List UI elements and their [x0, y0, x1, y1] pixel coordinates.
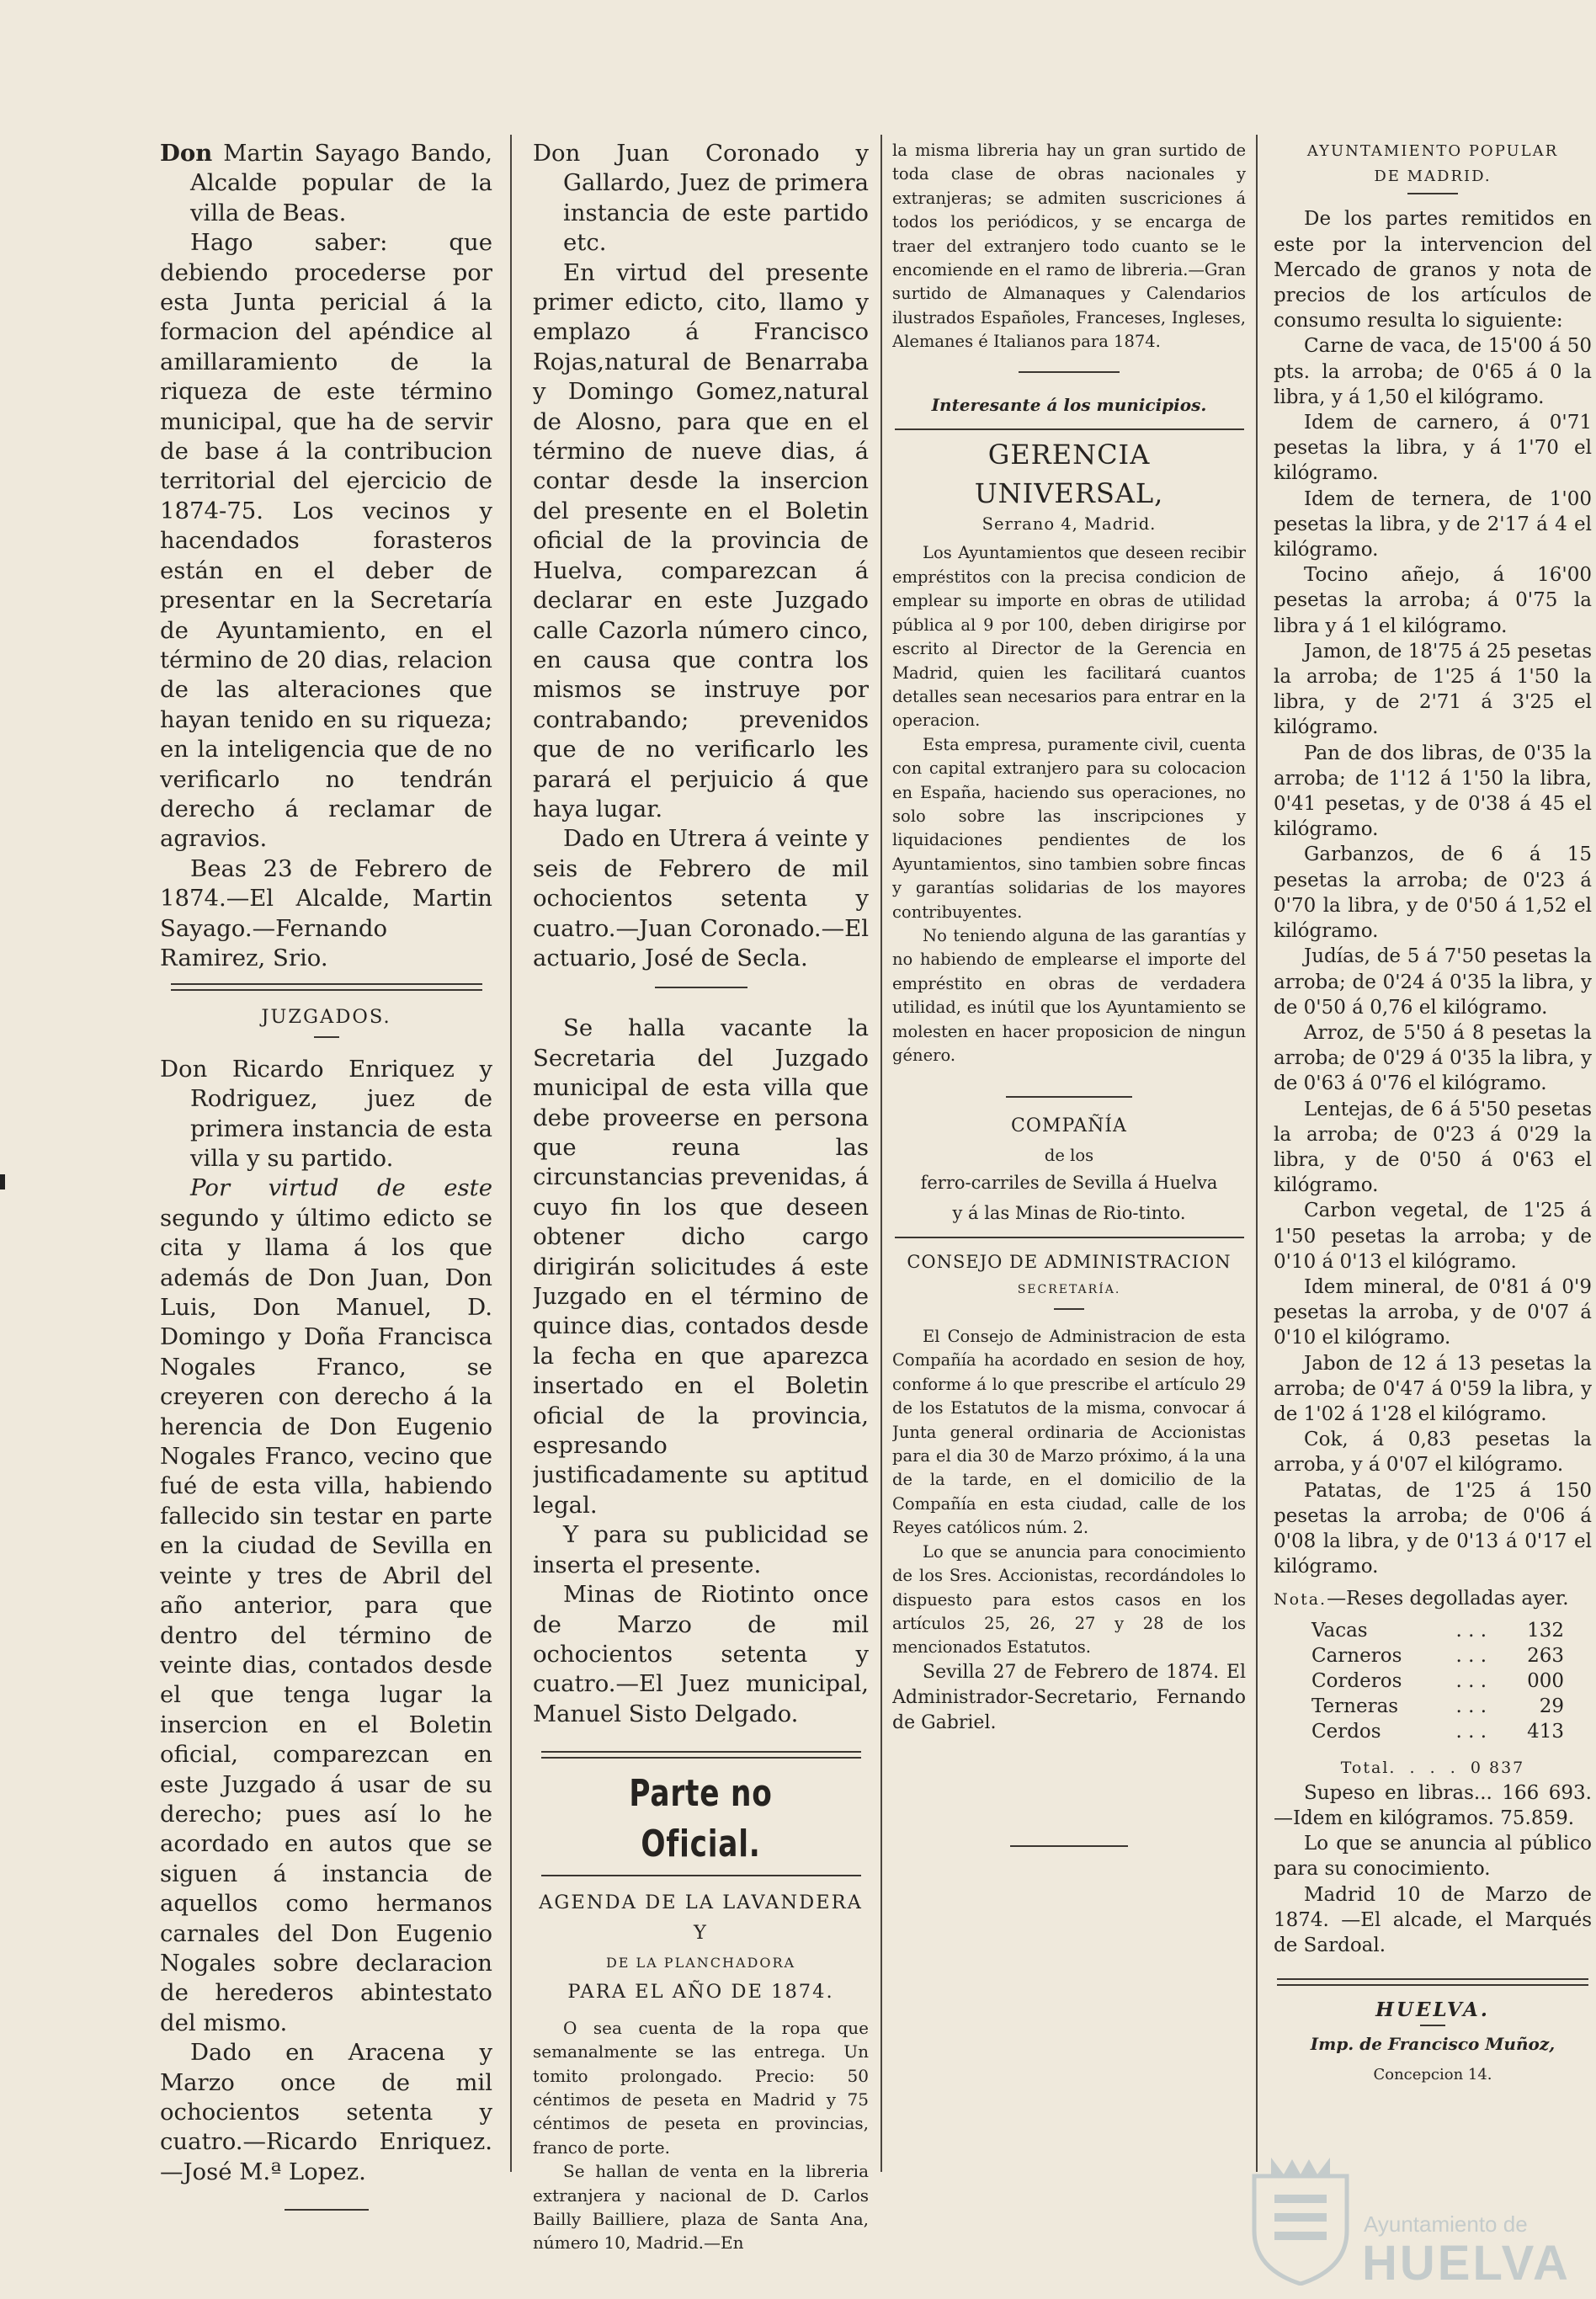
edicto-beas-title: Alcalde popular de la villa de Beas.	[190, 169, 492, 226]
cattle-row	[1311, 1668, 1564, 1694]
end-rule	[1010, 1845, 1128, 1847]
price-list	[1274, 333, 1592, 1579]
imprint-printer: Imp. de Francisco Muñoz,	[1310, 2034, 1556, 2055]
cattle-leader-dots: . . .	[1455, 1644, 1487, 1667]
edicto-utrera-body: En virtud del presente primer edicto, cito, llamo y emplazo á Francisco Rojas,natural de Benarraba y Domingo Gomez,natural de Alosno, para que en el término de nueve dias, á contar desde la insercion del presente en el Boletin oficial de la provincia de Huelva, comparezcan á declarar en este Juzgado calle Cazorla número cinco, en causa que contra los mismos se instruye por contrabando; prevenidos que de no verificarlo les parará el perjuicio á que haya lugar.	[533, 258, 869, 822]
price-entry: Carne de vaca, de 15'00 á 50 pts. la arroba; de 0'65 á 0 la libra, y á 1,50 el kilógramo.	[1274, 335, 1592, 408]
heading-dash	[1420, 2025, 1445, 2026]
cattle-leader-dots: . . .	[1455, 1695, 1487, 1718]
compania-de: de los	[1044, 1145, 1094, 1165]
consejo-body-2: Lo que se anuncia para conocimiento de los Sres. Accionistas, recordándoles lo dispuesto para estos casos en los artículos 25, 26, 27 y 28 de los mencionados Estatutos.	[892, 1541, 1246, 1658]
section-rule	[1277, 1978, 1588, 1986]
total-label: Total.	[1340, 1758, 1396, 1777]
price-entry: Arroz, de 5'50 á 8 pesetas la arroba; de 0'29 á 0'35 la libra, y de 0'63 á 0'76 el kilógramo.	[1274, 1021, 1592, 1095]
cattle-name: Terneras	[1311, 1695, 1399, 1718]
price-entry: Idem de carnero, á 0'71 pesetas la libra, y á 1'70 el kilógramo.	[1274, 412, 1592, 485]
price-entry: Carbon vegetal, de 1'25 á 1'50 pesetas la arroba; y de 0'10 á 0'13 el kilógramo.	[1274, 1200, 1592, 1273]
consejo-closing: Sevilla 27 de Febrero de 1874. El Administrador-Secretario, Fernando de Gabriel.	[892, 1661, 1246, 1733]
cattle-value: 29	[1539, 1695, 1564, 1718]
anuncio: Lo que se anuncia al público para su conocimiento.	[1274, 1833, 1592, 1881]
ayuntamiento-closing: Madrid 10 de Marzo de 1874. —El alcade, el Marqués de Sardoal.	[1274, 1883, 1592, 1957]
section-rule	[171, 983, 482, 991]
agenda-subtitle: DE LA PLANCHADORA	[605, 1954, 796, 1971]
edicto-aracena-closing: Dado en Aracena y Marzo once de mil ochocientos setenta y cuatro.—Ricardo Enriquez.—José M.ª Lopez.	[160, 2039, 492, 2185]
gerencia-paragraph-3: No teniendo alguna de las garantías y no habiendo de emplearse el importe del empréstito en obras de verdadera utilidad, es inútil que los Ayuntamiento se molesten en hacer proposicion de ningun género.	[892, 925, 1246, 1065]
column-1	[160, 139, 492, 2219]
cattle-leader-dots: . . .	[1455, 1669, 1487, 1692]
nota-label: Nota.	[1274, 1590, 1327, 1610]
consejo-heading: CONSEJO DE ADMINISTRACION	[907, 1252, 1232, 1273]
libreria-continuation: la misma libreria hay un gran surtido de toda clase de obras nacionales y extranjeras; se admiten suscriciones á todos los periódicos, y se encarga de traer del extranjero todo cuanto se le encomiende en el ramo de libreria.—Gran surtido de Almanaques y Calendarios ilustrados Españoles, Franceses, Ingleses, Alemanes é Italianos para 1874.	[892, 141, 1246, 352]
city-shield-icon	[1246, 2151, 1355, 2286]
compania-title: COMPAÑÍA	[1011, 1115, 1127, 1137]
vacante-closing: Minas de Riotinto once de Marzo de mil ochocientos setenta y cuatro.—El Juez municipal, Manuel Sisto Delgado.	[533, 1581, 869, 1727]
watermark-line-2: HUELVA	[1362, 2236, 1571, 2291]
agenda-title: AGENDA DE LA LAVANDERA Y	[539, 1892, 863, 1944]
gerencia-address: Serrano 4, Madrid.	[982, 514, 1157, 535]
column-rule-3	[1256, 135, 1258, 2172]
section-rule	[895, 1237, 1244, 1238]
end-rule	[285, 2209, 369, 2211]
price-entry: Lentejas, de 6 á 5'50 pesetas la arroba; de 0'23 á 0'29 la libra, y de 0'50 á 0'63 el kilógramo.	[1274, 1098, 1592, 1197]
cattle-value: 413	[1527, 1721, 1564, 1743]
ayuntamiento-intro: De los partes remitidos en este por la intervencion del Mercado de granos y nota de precios de los artículos de consumo resulta lo siguiente:	[1274, 208, 1592, 333]
edicto-beas-body: Hago saber: que debiendo procederse por esta Junta pericial á la formacion del apéndice al amillaramiento de la riqueza de este término municipal, que ha de servir de base á la contribucion territorial del ejercicio de 1874-75. Los vecinos y hacendados forasteros están en el deber de presentar en la Secretaría de Ayuntamiento, en el término de 20 dias, relacion de las alteraciones que hayan tenido en su riqueza; en la inteligencia que de no verificarlo no tendrán derecho á reclamar de agravios.	[160, 229, 492, 853]
column-4	[1274, 139, 1592, 2088]
section-rule	[1006, 1096, 1132, 1098]
vacante-body: Se halla vacante la Secretaria del Juzgado municipal de esta villa que debe proveerse en persona que reuna las circunstancias prevenidas, á cuyo fin los que deseen obtener dicho cargo dirigirán solicitudes á este Juzgado en el término de quince dias, contados desde la fecha en que aparezca insertado en el Boletin oficial de la provincia, espresando justificadamente su aptitud legal.	[533, 1014, 869, 1519]
total-value: 0 837	[1470, 1758, 1525, 1777]
consejo-body: El Consejo de Administracion de esta Compañía ha acordado en sesion de hoy, conforme á lo que prescribe el artículo 29 de los Estatutos de la misma, convocar á Junta general ordinaria de Accionistas para el dia 30 de Marzo próximo, á la una de la tarde, en el domicilio de la Compañía en esta ciudad, calle de los Reyes católicos núm. 2.	[892, 1327, 1246, 1538]
column-3	[892, 139, 1246, 1855]
total-line: Total. . . . 0 837	[1340, 1758, 1525, 1777]
cattle-row	[1311, 1618, 1564, 1643]
heading-dash	[1054, 1308, 1084, 1310]
cattle-leader-dots: . . .	[1455, 1721, 1487, 1743]
cattle-row	[1311, 1643, 1564, 1668]
cattle-name: Corderos	[1311, 1669, 1402, 1692]
secretaria-heading: SECRETARÍA.	[1017, 1282, 1121, 1296]
price-entry: Tocino añejo, á 16'00 pesetas la arroba; á 0'75 la libra y á 1 el kilógramo.	[1274, 564, 1592, 637]
edicto-aracena-body-wrap	[160, 1173, 492, 2038]
parte-no-oficial-heading: Parte no Oficial.	[629, 1772, 773, 1866]
compania-line-2: y á las Minas de Rio-tinto.	[952, 1203, 1186, 1224]
cattle-value: 263	[1527, 1644, 1564, 1667]
edicto-beas-closing: Beas 23 de Febrero de 1874.—El Alcalde, Martin Sayago.—Fernando Ramirez, Srio.	[160, 854, 492, 971]
gerencia-paragraph-2: Esta empresa, puramente civil, cuenta con capital extranjero para su colocacion en España, haciendo sus operaciones, no solo sobre las inscripciones y liquidaciones pendientes de los Ayuntamientos, sino tambien sobre fincas y garantías solidarias de los mayores contribuyentes.	[892, 734, 1246, 922]
agenda-year: PARA EL AÑO DE 1874.	[567, 1981, 834, 2004]
heading-dash	[314, 1036, 339, 1038]
price-entry: Idem mineral, de 0'81 á 0'9 pesetas la arroba, y de 0'07 á 0'10 el kilógramo.	[1274, 1275, 1592, 1349]
cattle-row	[1311, 1719, 1564, 1744]
huelva-watermark	[1246, 2151, 1591, 2294]
cattle-leader-dots: . . .	[1455, 1619, 1487, 1642]
price-entry: Judías, de 5 á 7'50 pesetas la arroba; de 0'24 á 0'35 la libra, y de 0'50 á 0,76 el kilógramo.	[1274, 945, 1592, 1019]
price-entry: Jabon de 12 á 13 pesetas la arroba; de 0'47 á 0'59 la libra, y de 1'02 á 1'28 el kilógramo.	[1274, 1352, 1592, 1425]
cattle-value: 132	[1527, 1619, 1564, 1642]
section-rule	[655, 987, 747, 988]
ayuntamiento-subtitle: DE MADRID.	[1374, 168, 1492, 186]
price-entry: Idem de ternera, de 1'00 pesetas la libra, y de 2'17 á 4 el kilógramo.	[1274, 487, 1592, 561]
edicto-aracena-body: segundo y último edicto se cita y llama á los que además de Don Juan, Don Luis, Don Manuel, D. Domingo y Doña Francisca Nogales Franco, se creyeren con derecho á la herencia de Don Eugenio Nogales Franco, vecino que fué de esta villa, habiendo fallecido sin testar en parte en la ciudad de Sevilla en veinte y tres de Abril del año anterior, para que dentro del término de veinte dias, contados desde el que tenga lugar la insercion en el Boletin oficial, comparezcan en este Juzgado á usar de su derecho; pues así lo he acordado en autos que se siguen á instancia de aquellos como hermanos carnales del Don Eugenio Nogales sobre declaracion de herederos abintestato del mismo.	[160, 1204, 492, 2036]
agenda-body: O sea cuenta de la ropa que semanalmente se las entrega. Un tomito prolongado. Precio: 50 céntimos de peseta en Madrid y 75 céntimos de peseta en provincias, franco de porte.	[533, 2017, 869, 2158]
interesante-heading: Interesante á los municipios.	[931, 394, 1207, 415]
cattle-table	[1311, 1618, 1564, 1745]
section-rule	[895, 428, 1244, 430]
vacante-publicidad: Y para su publicidad se inserta el presente.	[533, 1521, 869, 1578]
imprint-address: Concepcion 14.	[1373, 2065, 1492, 2083]
watermark-line-1: Ayuntamiento de	[1364, 2211, 1528, 2237]
price-entry: Garbanzos, de 6 á 15 pesetas la arroba; de 0'23 á 0'70 la libra, y de 0'50 á 1,52 el kilógramo.	[1274, 843, 1592, 943]
heading-dash	[1407, 193, 1458, 194]
edicto-utrera-closing: Dado en Utrera á veinte y seis de Febrero de mil ochocientos setenta y cuatro.—Juan Coronado.—El actuario, José de Secla.	[533, 825, 869, 971]
column-rule-1	[510, 135, 512, 2172]
edicto-beas-lead: Don	[160, 140, 213, 167]
price-entry: Patatas, de 1'25 á 150 pesetas la arroba; de 0'06 á 0'08 la libra, y de 0'13 á 0'17 el kilógramo.	[1274, 1479, 1592, 1578]
gerencia-paragraph-1: Los Ayuntamientos que deseen recibir empréstitos con la precisa condicion de emplear su importe en obras de utilidad pública al 9 por 100, deben dirigirse por escrito al Director de la Gerencia en Madrid, quien les facilitará cuantos detalles sean necesarios para entrar en la operacion.	[892, 543, 1246, 731]
cattle-name: Carneros	[1311, 1644, 1402, 1667]
cattle-name: Cerdos	[1311, 1721, 1381, 1743]
ayuntamiento-title: AYUNTAMIENTO POPULAR	[1306, 142, 1559, 160]
gerencia-title: GERENCIA UNIVERSAL,	[974, 439, 1164, 510]
compania-line-1: ferro-carriles de Sevilla á Huelva	[920, 1173, 1218, 1194]
section-rule	[541, 1875, 861, 1876]
price-entry: Cok, á 0,83 pesetas la arroba, y á 0'07 el kilógramo.	[1274, 1429, 1592, 1477]
edicto-utrera-intro: Don Juan Coronado y Gallardo, Juez de primera instancia de este partido etc.	[533, 140, 869, 257]
edicto-beas-header	[160, 139, 492, 228]
supeso: Supeso en libras... 166 693.—Idem en kilógramos. 75.859.	[1274, 1781, 1592, 1829]
page-edge-mark	[0, 1174, 5, 1189]
nota-line	[1274, 1586, 1592, 1612]
nota-text: —Reses degolladas ayer.	[1327, 1588, 1569, 1610]
edicto-aracena-lead: Por virtud de este	[190, 1174, 492, 1202]
column-rule-2	[880, 135, 882, 2172]
price-entry: Pan de dos libras, de 0'35 la arroba; de 1'12 á 1'50 la libra, 0'41 pesetas, y de 0'38 á 45 el kilógramo.	[1274, 742, 1592, 841]
imprint-city: HUELVA.	[1375, 1998, 1490, 2022]
price-entry: Jamon, de 18'75 á 25 pesetas la arroba; de 1'25 á 1'50 la libra, y de 2'71 á 3'25 el kilógramo.	[1274, 640, 1592, 739]
juzgados-heading: JUZGADOS.	[261, 1006, 391, 1029]
cattle-value: 000	[1527, 1669, 1564, 1692]
agenda-venta: Se hallan de venta en la libreria extranjera y nacional de D. Carlos Bailly Bailliere, plaza de Santa Ana, número 10, Madrid.—En	[533, 2161, 869, 2254]
cattle-row	[1311, 1694, 1564, 1719]
section-rule	[541, 1751, 861, 1759]
edicto-beas-lead-rest: Martin Sayago Bando,	[212, 140, 492, 167]
edicto-aracena-intro: Don Ricardo Enriquez y Rodriguez, juez de primera instancia de esta villa y su partido.	[160, 1055, 492, 1172]
section-rule	[1019, 371, 1120, 373]
column-2	[533, 139, 869, 2255]
cattle-name: Vacas	[1311, 1619, 1368, 1642]
